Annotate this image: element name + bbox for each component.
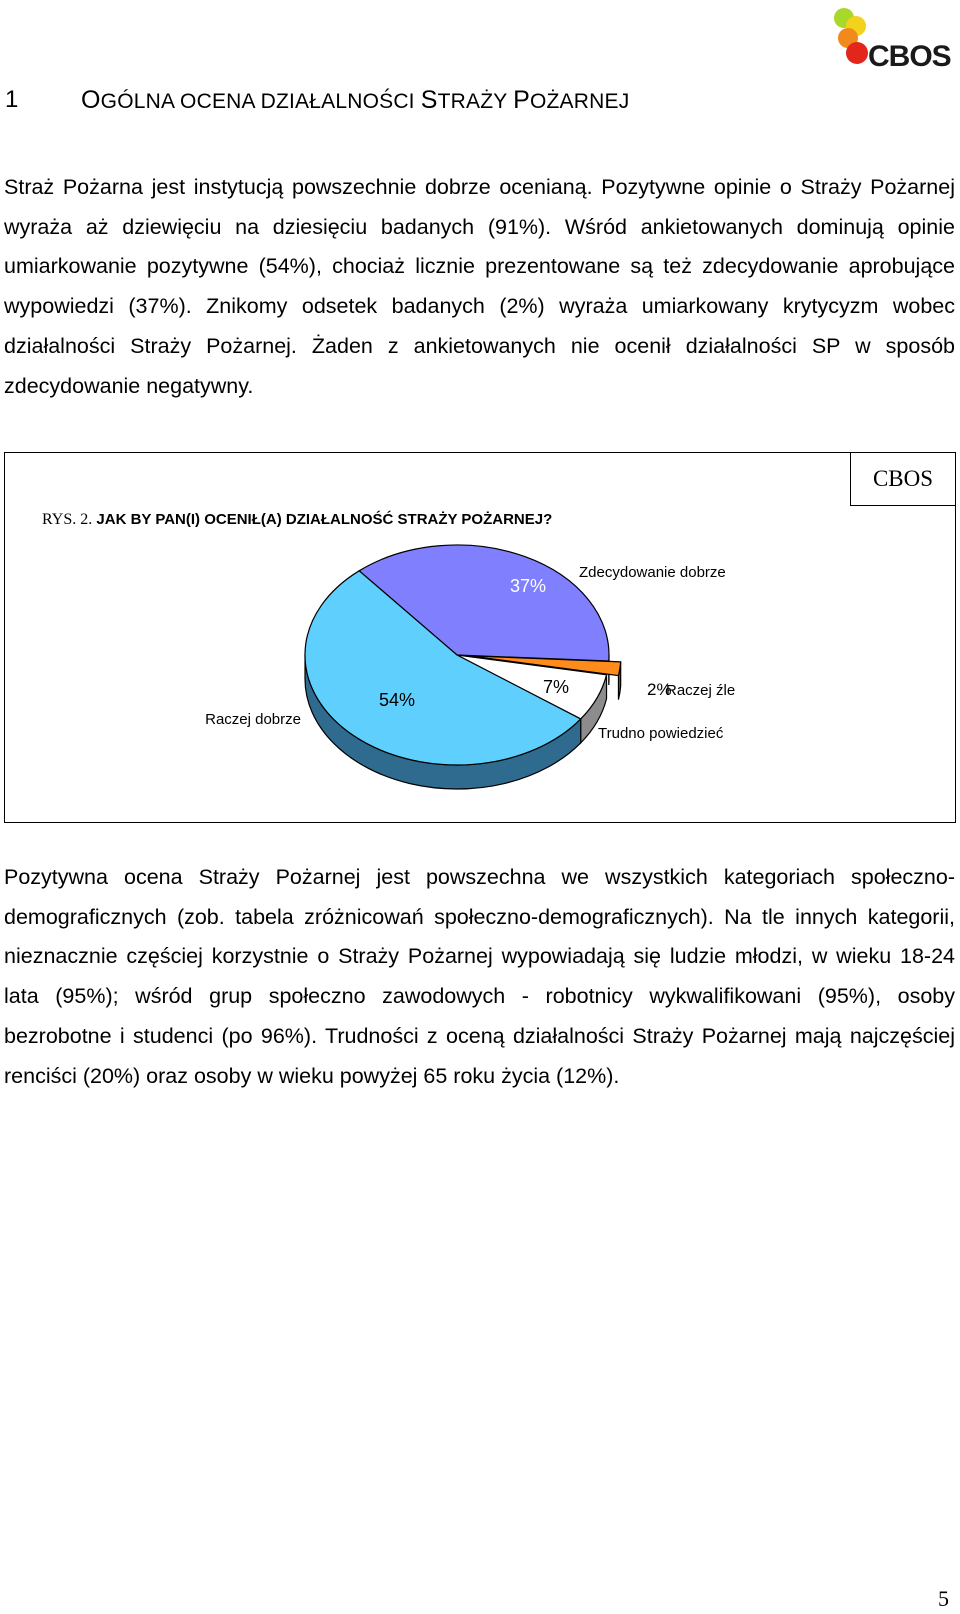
pie-value-label: 7% bbox=[543, 677, 570, 697]
page-number: 5 bbox=[938, 1586, 949, 1611]
pie-chart bbox=[5, 453, 957, 824]
pie-value-label: 37% bbox=[510, 576, 547, 596]
label-trudno-powiedziec: Trudno powiedzieć bbox=[598, 725, 724, 742]
pie-value-label: 54% bbox=[379, 690, 416, 710]
figure-caption-prefix: RYS. 2. bbox=[42, 511, 93, 528]
label-zdecydowanie-dobrze: Zdecydowanie dobrze bbox=[579, 564, 726, 581]
section-title-part: O bbox=[81, 86, 101, 114]
section-title-part: S bbox=[420, 86, 438, 114]
section-title-part: GÓLNA OCENA DZIAŁALNOŚCI bbox=[100, 90, 421, 113]
logo-ball-red bbox=[846, 42, 868, 64]
section-title-part: P bbox=[513, 86, 530, 114]
figure-rys-2 bbox=[4, 452, 956, 823]
paragraph-intro: Straż Pożarna jest instytucją powszechnie dobrze ocenianą. Pozytywne opinie o Straży Pożarnej wyraża aż dziewięciu na dziesięciu badanych (91%). Wśród ankietowanych dominują opinie umiarkowanie pozytywne (54%), chociaż licznie prezentowane są też zdecydowanie aprobujące wypowiedzi (37%). Znikomy odsetek badanych (2%) wyraża umiarkowany krytycyzm wobec działalności Straży Pożarnej. Żaden z ankietowanych nie ocenił działalności SP w sposób zdecydowanie negatywny. bbox=[4, 175, 955, 398]
label-raczej-dobrze: Raczej dobrze bbox=[205, 711, 301, 728]
pie-value-label: 2% bbox=[647, 680, 672, 699]
section-title-part: OŻARNEJ bbox=[530, 90, 630, 113]
label-raczej-zle: Raczej źle bbox=[666, 682, 736, 699]
paragraph-demographics: Pozytywna ocena Straży Pożarnej jest powszechna we wszystkich kategoriach społeczno-demograficznych (zob. tabela zróżnicowań społeczno-demograficznych). Na tle innych kategorii, nieznacznie częściej korzystnie o Straży Pożarnej wypowiadają się ludzie młodzi, w wieku 18-24 lata (95%); wśród grup społeczno zawodowych - robotnicy wykwalifikowani (95%), osoby bezrobotne i studenci (po 96%). Trudności z oceną działalności Straży Pożarnej mają najczęściej renciści (20%) oraz osoby w wieku powyżej 65 roku życia (12%). bbox=[4, 865, 955, 1088]
figure-caption-question: JAK BY PAN(I) OCENIŁ(A) DZIAŁALNOŚĆ STRAŻY POŻARNEJ? bbox=[96, 511, 553, 528]
section-number: 1 bbox=[5, 86, 19, 113]
figure-brand-label: CBOS bbox=[850, 452, 956, 506]
section-title-part: TRAŻY bbox=[437, 90, 514, 113]
section-title bbox=[81, 86, 629, 115]
section-heading bbox=[5, 86, 629, 115]
logo-text: CBOS bbox=[868, 40, 951, 73]
cbos-logo bbox=[834, 6, 954, 72]
